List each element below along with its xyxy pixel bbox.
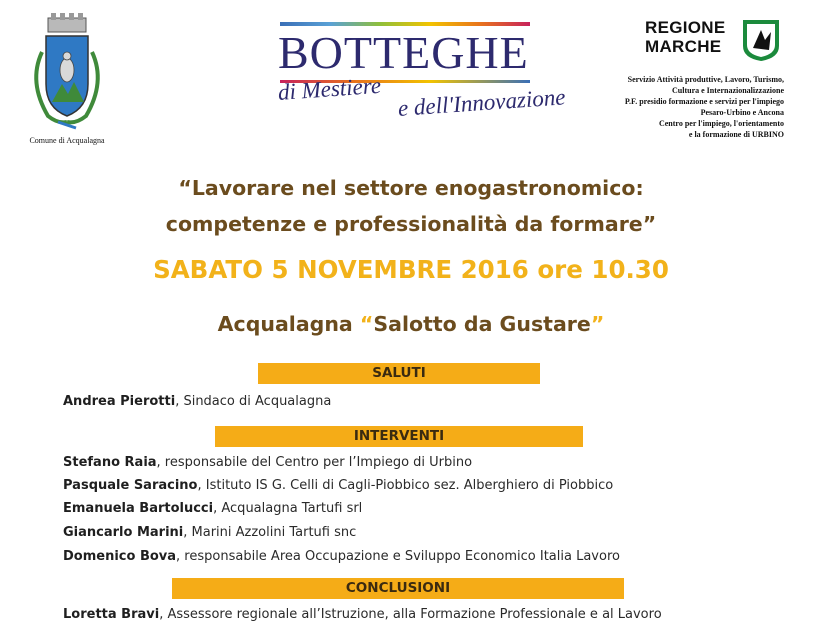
speaker-row bbox=[63, 455, 472, 470]
regione-marche-logo bbox=[645, 16, 785, 68]
regione-emblem-icon bbox=[741, 18, 781, 62]
crest-emblem-icon bbox=[18, 12, 116, 136]
servizio-line: e la formazione di URBINO bbox=[688, 130, 784, 139]
section-header-conclusioni: CONCLUSIONI bbox=[172, 578, 624, 599]
speaker-role: , Assessore regionale all’Istruzione, alla Formazione Professionale e al Lavoro bbox=[159, 607, 662, 622]
place-quote-open: “ bbox=[359, 312, 374, 336]
speaker-row bbox=[63, 394, 331, 409]
regione-wordmark bbox=[645, 18, 726, 56]
place-name: Acqualagna bbox=[217, 312, 360, 336]
speaker-row bbox=[63, 478, 613, 493]
speaker-row bbox=[63, 549, 620, 564]
botteghe-subtitle-2: e dell'Innovazione bbox=[397, 84, 567, 121]
speaker-role: , Sindaco di Acqualagna bbox=[175, 394, 332, 409]
botteghe-subtitle-1: di Mestiere bbox=[277, 72, 382, 105]
speaker-role: , Marini Azzolini Tartufi snc bbox=[183, 525, 357, 540]
comune-crest bbox=[18, 12, 116, 152]
event-title-line-1: “Lavorare nel settore enogastronomico: bbox=[178, 176, 644, 200]
servizio-line: Cultura e Internazionalizzazione bbox=[672, 86, 784, 95]
speaker-name: Domenico Bova bbox=[63, 549, 177, 564]
place-venue: Salotto da Gustare bbox=[373, 312, 591, 336]
regione-line-1: REGIONE bbox=[645, 18, 726, 37]
servizio-line: P.F. presidio formazione e servizi per l'impiego bbox=[624, 97, 784, 106]
speaker-role: , responsabile Area Occupazione e Sviluppo Economico Italia Lavoro bbox=[176, 549, 620, 564]
section-header-saluti: SALUTI bbox=[258, 363, 540, 384]
speaker-row bbox=[63, 607, 662, 622]
botteghe-top-bar bbox=[280, 22, 530, 26]
section-header-interventi: INTERVENTI bbox=[215, 426, 583, 447]
servizio-line: Centro per l'impiego, l'orientamento bbox=[658, 119, 784, 128]
speaker-name: Pasquale Saracino bbox=[63, 478, 198, 493]
speaker-role: , responsabile del Centro per l’Impiego di Urbino bbox=[156, 455, 473, 470]
speaker-name: Stefano Raia bbox=[63, 455, 157, 470]
speaker-name: Loretta Bravi bbox=[63, 607, 160, 622]
event-date: SABATO 5 NOVEMBRE 2016 ore 10.30 bbox=[153, 255, 669, 284]
event-title-line-2: competenze e professionalità da formare” bbox=[165, 212, 657, 236]
place-quote-close: ” bbox=[590, 312, 605, 336]
comune-caption: Comune di Acqualagna bbox=[29, 136, 105, 145]
regione-line-2: MARCHE bbox=[645, 37, 722, 56]
speaker-name: Andrea Pierotti bbox=[63, 394, 176, 409]
speaker-role: , Acqualagna Tartufi srl bbox=[213, 501, 363, 516]
speaker-name: Giancarlo Marini bbox=[63, 525, 184, 540]
botteghe-logo bbox=[270, 18, 567, 121]
botteghe-title: BOTTEGHE bbox=[278, 27, 529, 78]
speaker-role: , Istituto IS G. Celli di Cagli-Piobbico sez. Alberghiero di Piobbico bbox=[197, 478, 614, 493]
servizio-line: Servizio Attività produttive, Lavoro, Turismo, bbox=[627, 75, 784, 84]
event-place bbox=[0, 312, 822, 336]
speaker-name: Emanuela Bartolucci bbox=[63, 501, 214, 516]
speaker-row bbox=[63, 525, 356, 540]
speaker-row bbox=[63, 501, 362, 516]
servizio-block bbox=[524, 74, 784, 140]
servizio-line: Pesaro-Urbino e Ancona bbox=[700, 108, 784, 117]
